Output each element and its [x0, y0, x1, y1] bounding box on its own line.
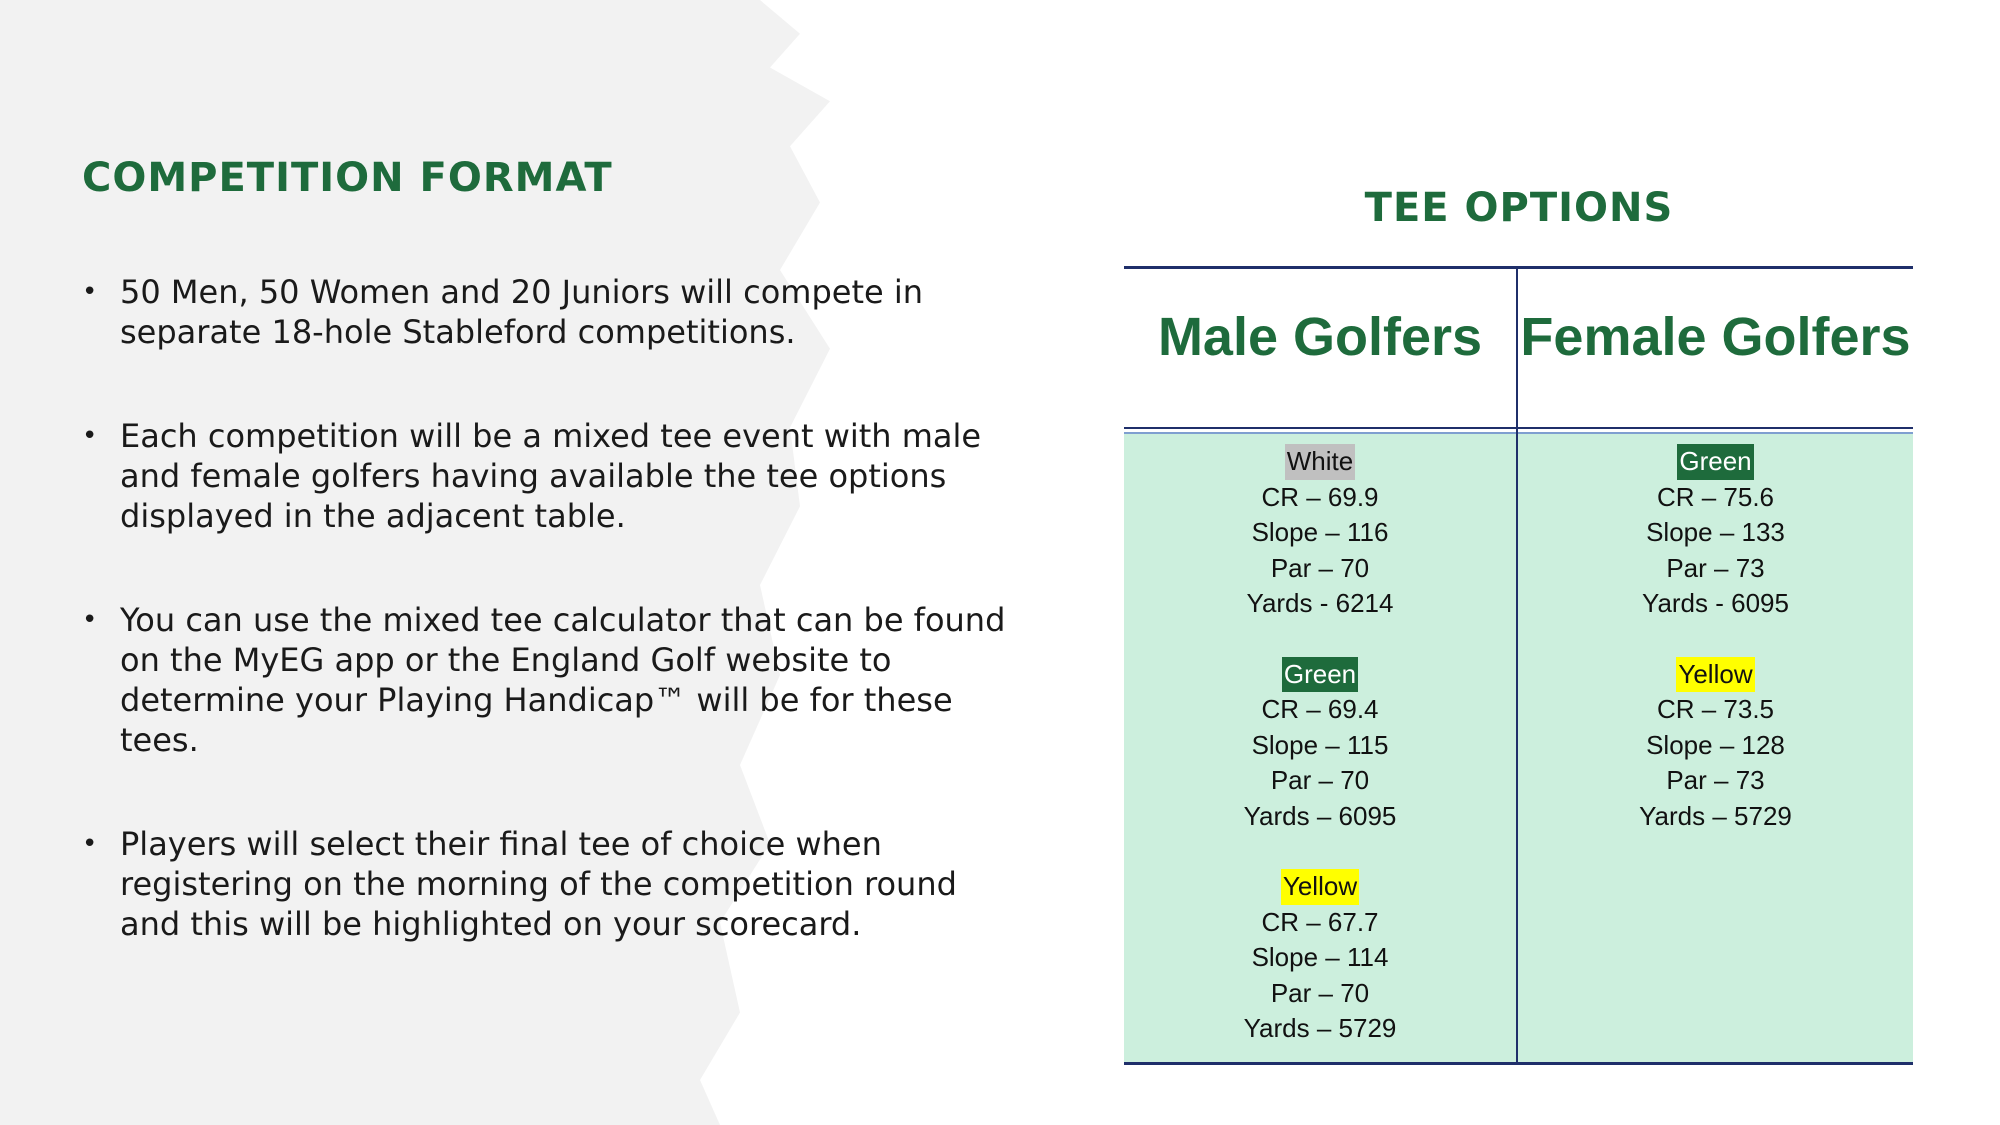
tee-name-line: [1518, 444, 1913, 480]
tee-slope: Slope – 114: [1251, 942, 1389, 972]
tee-slope: Slope – 115: [1251, 729, 1389, 760]
female-tee-column: [1518, 444, 1913, 869]
tee-name-highlight: White: [1285, 444, 1355, 480]
tee-cr: CR – 73.5: [1656, 694, 1775, 724]
tee-name-highlight: Yellow: [1281, 869, 1359, 905]
tee-cr: CR – 75.6: [1656, 481, 1775, 512]
tee-cr: CR – 67.7: [1261, 906, 1379, 937]
tee-yards: Yards – 5729: [1243, 1013, 1397, 1043]
tee-options-title: TEE OPTIONS: [1364, 185, 1674, 231]
bullet-item: • You can use the mixed tee calculator that can be found on the MyEG app or the England Golf website to determine your Playing Handicap™ will be for these tees.: [82, 600, 1022, 760]
tee-name-line: [1518, 657, 1913, 693]
tee-group-yellow: [1124, 869, 1516, 1047]
tee-slope: Slope – 128: [1646, 729, 1785, 760]
male-golfers-header: Male Golfers: [1157, 307, 1483, 367]
tee-options-table: [1124, 266, 1913, 1064]
tee-par: Par – 73: [1666, 765, 1765, 795]
bullet-item: • 50 Men, 50 Women and 20 Juniors will compete in separate 18-hole Stableford competitions.: [82, 272, 1022, 352]
tee-par: Par – 70: [1270, 765, 1370, 795]
tee-slope: Slope – 116: [1251, 517, 1389, 547]
competition-format-title: COMPETITION FORMAT: [82, 155, 613, 201]
tee-name-highlight: Green: [1677, 444, 1753, 480]
tee-name-highlight: Green: [1282, 657, 1358, 693]
bullet-item: • Players will select their final tee of choice when registering on the morning of the competition round and this will be highlighted on your scorecard.: [82, 824, 1022, 944]
tee-name-line: [1124, 444, 1516, 480]
tee-name-highlight: Yellow: [1676, 657, 1754, 693]
tee-yards: Yards – 6095: [1243, 800, 1397, 831]
tee-group-green: [1124, 657, 1516, 835]
tee-name-line: [1124, 869, 1516, 905]
tee-yards: Yards - 6214: [1246, 588, 1394, 618]
tee-par: Par – 70: [1270, 977, 1370, 1008]
tee-slope: Slope – 133: [1646, 517, 1785, 547]
tee-name-line: [1124, 657, 1516, 693]
tee-yards: Yards – 5729: [1639, 800, 1792, 831]
format-bullet-list: [82, 272, 1022, 1008]
tee-group-green: [1518, 444, 1913, 622]
table-top-rule: [1124, 266, 1913, 269]
bullet-item: • Each competition will be a mixed tee event with male and female golfers having available the tee options displayed in the adjacent table.: [82, 416, 1022, 536]
header-rule: [1124, 427, 1913, 429]
tee-yards: Yards - 6095: [1642, 588, 1789, 618]
tee-par: Par – 70: [1270, 552, 1370, 583]
tee-cr: CR – 69.9: [1261, 481, 1379, 512]
tee-cr: CR – 69.4: [1261, 694, 1379, 724]
header-rule-secondary: [1124, 432, 1913, 434]
male-tee-column: [1124, 444, 1516, 1082]
tee-group-white: [1124, 444, 1516, 622]
tee-par: Par – 73: [1666, 552, 1765, 583]
tee-group-yellow: [1518, 657, 1913, 835]
female-golfers-header: Female Golfers: [1520, 307, 1911, 367]
